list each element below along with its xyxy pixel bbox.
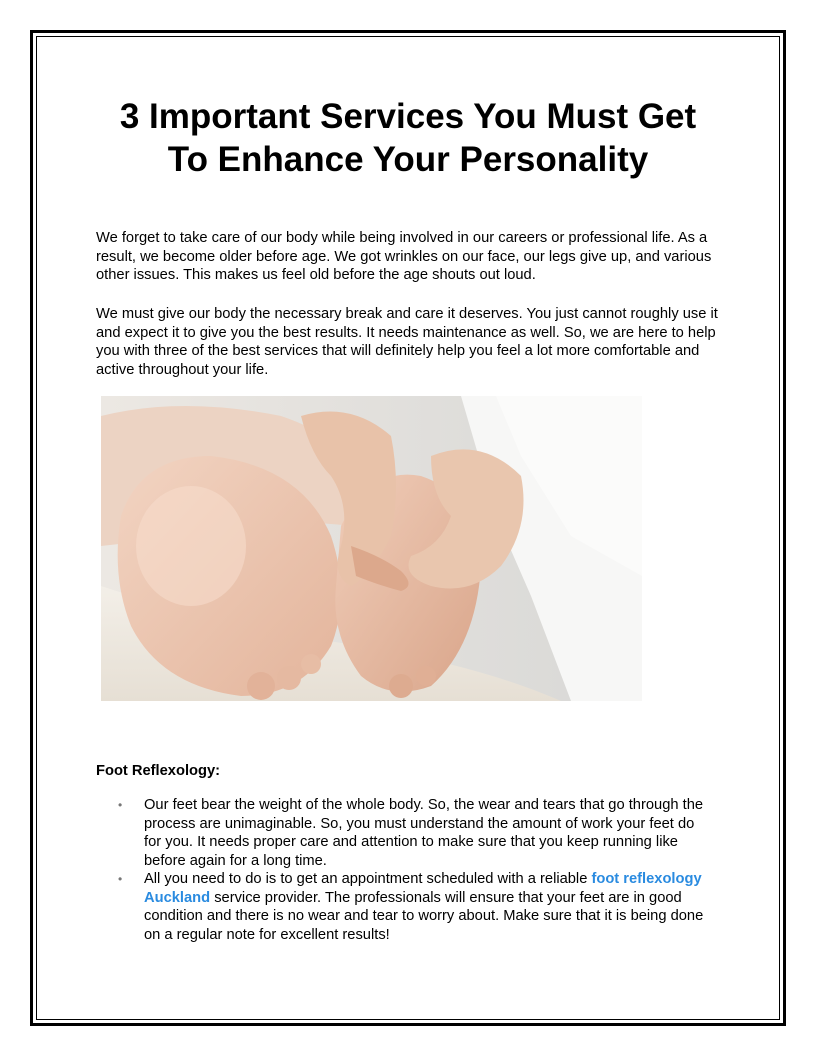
bullet-text: Our feet bear the weight of the whole body. So, the wear and tears that go through the process are unimaginable. So, you must understand the amount of work your feet do for you. It needs proper care and attention to make sure that you keep running like before again for a long time. bbox=[144, 797, 704, 869]
intro-paragraph-1: We forget to take care of our body while being involved in our careers or professional life. As a result, we become older before age. We got wrinkles on our face, our legs give up, and various other issues. This makes us feel old before the age shouts out loud. bbox=[96, 230, 712, 283]
bullet-icon: • bbox=[118, 798, 123, 812]
bullet-text-before-link: All you need to do is to get an appointment scheduled with a reliable bbox=[144, 871, 592, 887]
page-title-line-1: 3 Important Services You Must Get bbox=[119, 97, 697, 136]
list-item bbox=[96, 870, 714, 944]
page-title bbox=[80, 95, 736, 181]
foot-reflexology-bullet-list bbox=[96, 796, 736, 944]
intro-paragraph-2: We must give our body the necessary break and care it deserves. You just cannot roughly use it and expect it to give you the best results. It needs maintenance as well. So, we are here to help you with three of the best services that will definitely help you feel a lot more comfortable and active throughout your life. bbox=[96, 306, 718, 378]
section-heading-foot-reflexology: Foot Reflexology: bbox=[96, 763, 221, 779]
page-title-line-2: To Enhance Your Personality bbox=[167, 140, 649, 179]
foot-reflexology-auckland-link[interactable]: foot reflexology Auckland bbox=[144, 871, 702, 906]
bullet-icon: • bbox=[118, 872, 123, 886]
list-item bbox=[96, 796, 714, 870]
bullet-text-after-link: service provider. The professionals will ensure that your feet are in good condition and there is no wear and tear to worry about. Make sure that it is being done on a regular note for excellent results! bbox=[144, 889, 704, 943]
foot-massage-photo bbox=[101, 396, 642, 701]
